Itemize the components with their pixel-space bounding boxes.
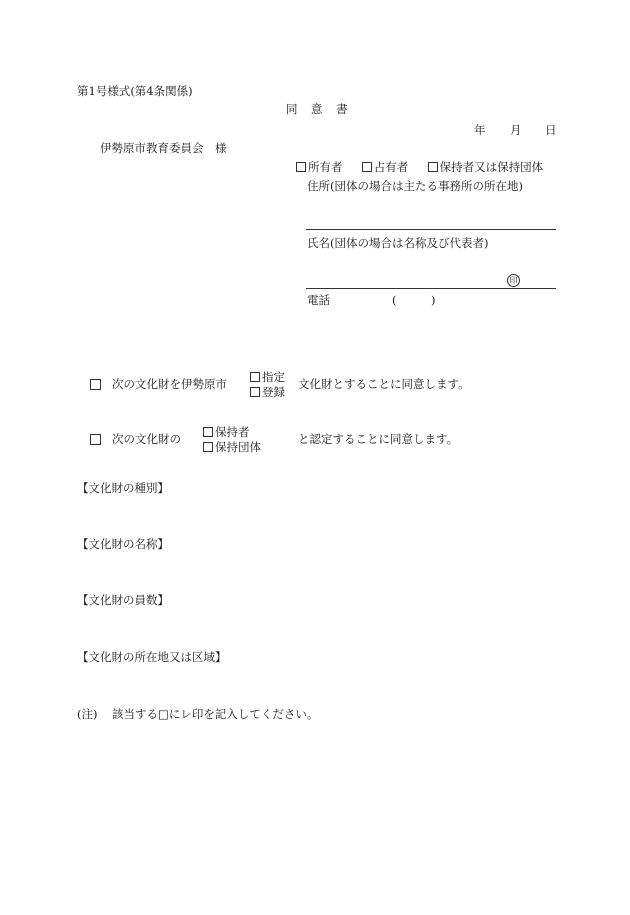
consent2-suffix: と認定することに同意します。	[298, 432, 459, 446]
consent1-checkbox[interactable]	[90, 379, 101, 390]
consent2-checkbox[interactable]	[90, 434, 101, 445]
note-label: (注)	[77, 707, 98, 721]
section-location: 【文化財の所在地又は区域】	[77, 650, 227, 664]
role-occupant-checkbox[interactable]	[362, 162, 372, 172]
consent2-option-holder[interactable]: 保持者	[203, 425, 250, 439]
address-line[interactable]	[306, 229, 556, 230]
address-label: 住所(団体の場合は主たる事務所の所在地)	[307, 179, 523, 193]
consent1-option-designate[interactable]: 指定	[250, 370, 285, 384]
form-number: 第1号様式(第4条関係)	[77, 84, 193, 98]
role-holder-checkbox[interactable]	[428, 162, 438, 172]
name-line[interactable]	[306, 288, 556, 289]
date-day: 日	[545, 123, 557, 137]
seal-mark	[507, 272, 520, 287]
seal-icon: 印	[507, 274, 520, 287]
section-count: 【文化財の員数】	[77, 593, 169, 607]
phone-field[interactable]: ( )	[392, 293, 436, 307]
consent1-option-register[interactable]: 登録	[250, 385, 285, 399]
phone-label: 電話	[307, 293, 330, 307]
consent2-option-group[interactable]: 保持団体	[203, 440, 261, 454]
consent2-prefix: 次の文化財の	[112, 432, 181, 446]
date-year: 年	[474, 123, 486, 137]
document-title: 同 意 書	[286, 102, 349, 116]
consent1-suffix: 文化財とすることに同意します。	[298, 377, 470, 391]
role-options: 所有者 占有者 保持者又は保持団体	[296, 160, 543, 174]
date-month: 月	[510, 123, 522, 137]
name-label: 氏名(団体の場合は名称及び代表者)	[307, 236, 489, 250]
section-type: 【文化財の種別】	[77, 481, 169, 495]
addressee: 伊勢原市教育委員会 様	[100, 141, 227, 155]
section-name: 【文化財の名称】	[77, 537, 169, 551]
note-text: 該当する□にレ印を記入してください。	[112, 707, 319, 721]
role-owner-checkbox[interactable]	[296, 162, 306, 172]
consent1-prefix: 次の文化財を伊勢原市	[112, 377, 227, 391]
